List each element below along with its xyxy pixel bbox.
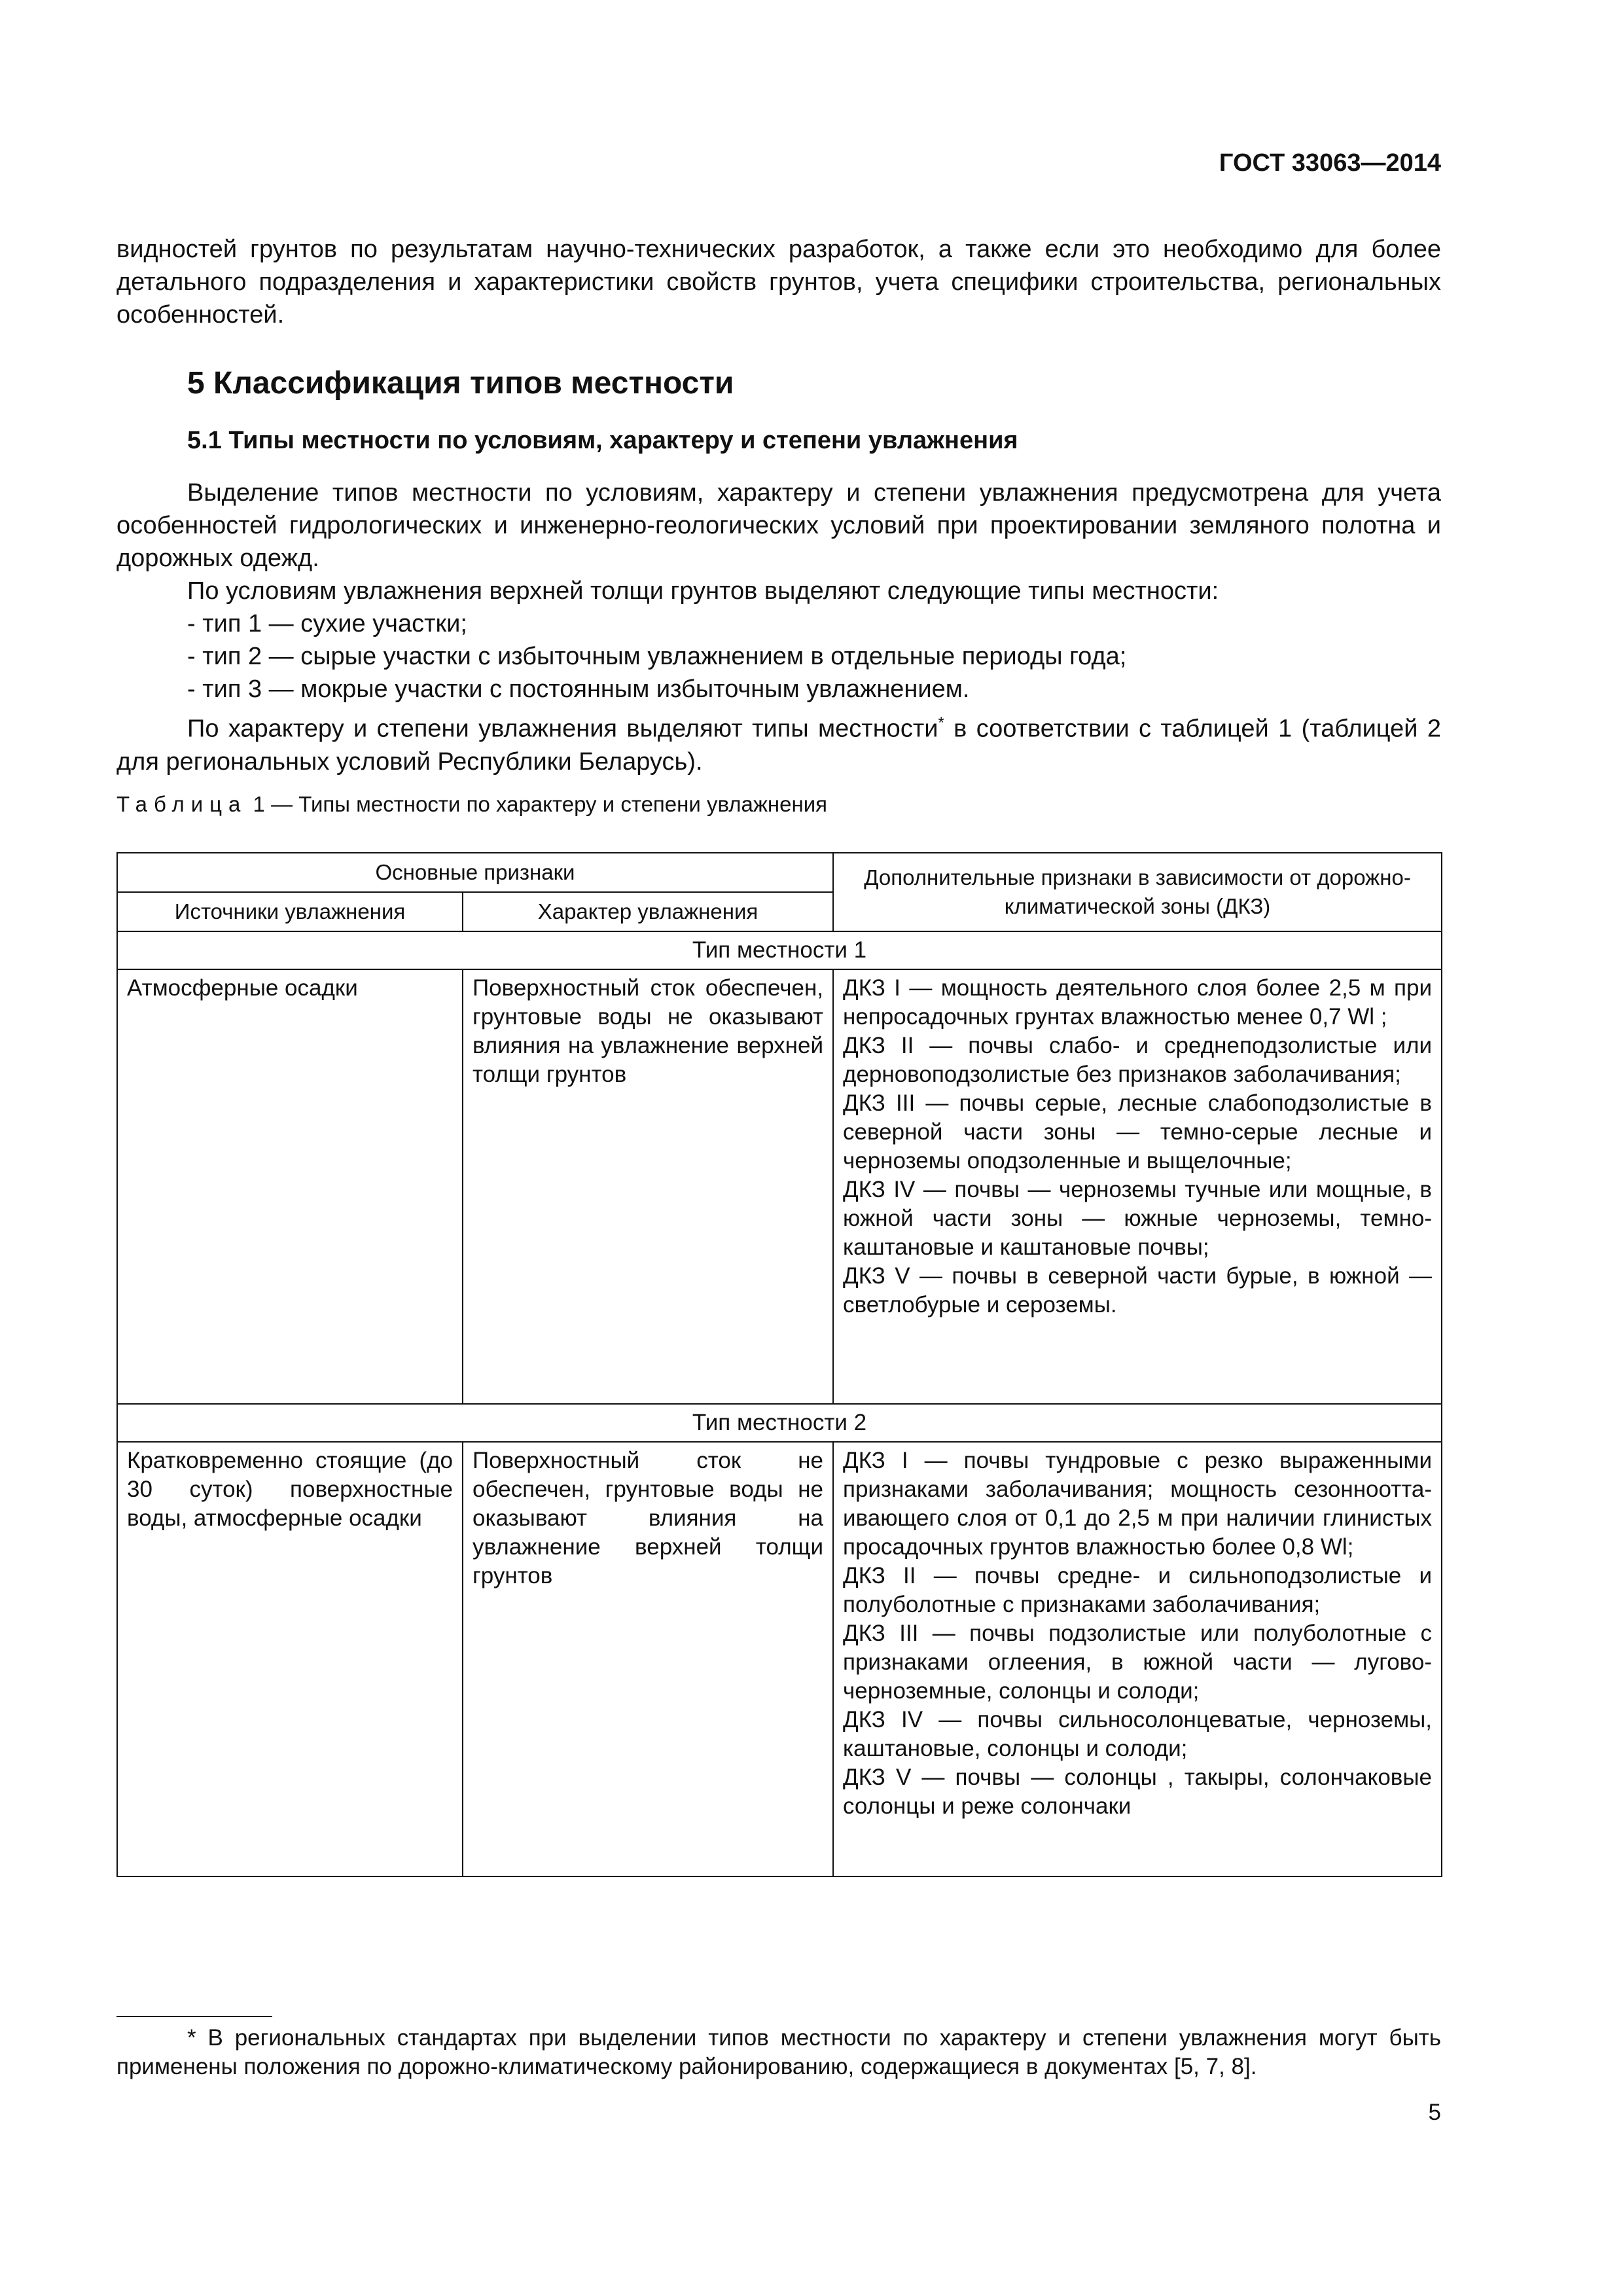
footnote-separator xyxy=(116,2016,272,2017)
type2-source: Кратковременно стоящие (до 30 суток) поверхностные воды, атмосферные осадки xyxy=(117,1442,463,1876)
list-item-type1: - тип 1 — сухие участки; xyxy=(187,610,467,637)
header-moisture-character: Характер увлажнения xyxy=(463,892,833,931)
page-number: 5 xyxy=(1428,2100,1441,2125)
list-item-type3: - тип 3 — мокрые участки с постоянным избыточным увлажнением. xyxy=(187,675,970,703)
paragraph-3 xyxy=(116,707,1441,778)
table-row-type1-label xyxy=(117,931,1442,969)
type1-dkz4: ДКЗ IV — почвы — черноземы тучные или мощные, в южной части зоны — южные черноземы, темно-каштановые и каштановые почвы; xyxy=(843,1177,1433,1260)
table-header-row xyxy=(117,853,1442,892)
paragraph-3-text-b: в соответствии с таблицей 1 (таблицей 2 для региональных условий Республики Беларусь). xyxy=(116,715,1442,776)
type1-dkz2: ДКЗ II — почвы слабо- и среднеподзолистые или дерновоподзолистые без признаков заболачивания; xyxy=(843,1033,1433,1087)
table-caption-label: Таблица xyxy=(116,792,247,816)
footnote-ref-mark: * xyxy=(938,714,944,732)
paragraph-1: Выделение типов местности по условиям, характеру и степени увлажнения предусмотрена для учета особенностей гидрологических и инженерно-геологических условий при проектировании земляного полотна и дорожных одежд. xyxy=(116,479,1441,572)
subsection-title: 5.1 Типы местности по условиям, характеру и степени увлажнения xyxy=(187,427,1018,454)
type1-source: Атмосферные осадки xyxy=(117,969,463,1404)
document-code: ГОСТ 33063—2014 xyxy=(1219,149,1441,177)
table-caption xyxy=(116,792,827,817)
type2-dkz4: ДКЗ IV — почвы сильносолонцеватые, черноземы, каштановые, солонцы и солоди; xyxy=(843,1707,1433,1761)
type2-additional xyxy=(833,1442,1442,1876)
type1-dkz5: ДКЗ V — почвы в северной части бурые, в южной — светлобурые и сероземы. xyxy=(843,1263,1433,1318)
footnote-text: В региональных стандартах при выделении типов местности по характеру и степени увлажнения могут быть применены положения по дорожно-климатическому районированию, содержащиеся в документах [5, 7, 8]. xyxy=(116,2025,1441,2079)
list-item-type2: - тип 2 — сырые участки с избыточным увлажнением в отдельные периоды года; xyxy=(187,643,1127,670)
footnote xyxy=(116,2024,1441,2081)
type2-character: Поверхностный сток не обеспечен, грунтовые воды не оказывают влияния на увлажнение верхней толщи грунтов xyxy=(463,1442,833,1876)
type2-dkz2: ДКЗ II — почвы средне- и сильноподзолистые и полуболотные с признаками заболачивания; xyxy=(843,1563,1433,1617)
type1-additional xyxy=(833,969,1442,1404)
header-moisture-sources: Источники увлажнения xyxy=(117,892,463,931)
table-row-type2 xyxy=(117,1442,1442,1876)
table-caption-text: 1 — Типы местности по характеру и степени увлажнения xyxy=(247,792,828,816)
footnote-mark: * xyxy=(187,2025,196,2051)
type2-dkz5: ДКЗ V — почвы — солонцы , такыры, солончаковые солонцы и реже солончаки xyxy=(843,1765,1433,1819)
type1-dkz1: ДКЗ I — мощность деятельного слоя более 2,5 м при непросадочных грунтах влажностью менее 0,7 Wl ; xyxy=(843,975,1433,1030)
paragraph-3-text-a: По характеру и степени увлажнения выделяют типы местности xyxy=(187,715,938,743)
type2-dkz3: ДКЗ III — почвы подзолистые или полуболотные с признаками оглеения, в южной части — лугово-черноземные, солонцы и солоди; xyxy=(843,1621,1433,1704)
type1-dkz3: ДКЗ III — почвы серые, лесные слабоподзолистые в северной части зоны — темно-серые лесные и черноземы оподзоленные и выщелочные; xyxy=(843,1090,1433,1174)
section-title: 5 Классификация типов местности xyxy=(187,366,734,401)
type1-label: Тип местности 1 xyxy=(117,931,1442,969)
paragraph-2: По условиям увлажнения верхней толщи грунтов выделяют следующие типы местности: xyxy=(187,577,1219,605)
header-main-features: Основные признаки xyxy=(117,853,833,892)
table-row-type1 xyxy=(117,969,1442,1404)
table-row-type2-label xyxy=(117,1404,1442,1442)
terrain-types-table xyxy=(116,852,1442,1877)
type1-character: Поверхностный сток обеспечен, грунтовые воды не оказывают влияния на увлажнение верхней толщи грунтов xyxy=(463,969,833,1404)
intro-continuation: видностей грунтов по результатам научно-технических разработок, а также если это необходимо для более детального подразделения и характеристики свойств грунтов, учета специфики строительства, региональных особенностей. xyxy=(116,236,1441,329)
header-additional-features: Дополнительные признаки в зависимости от дорожно-климатической зоны (ДКЗ) xyxy=(833,853,1442,931)
type2-dkz1: ДКЗ I — почвы тундровые с резко выраженными признаками заболачивания; мощность сезоннооттаивающего слоя от 0,1 до 2,5 м при наличии глинистых просадочных грунтов влажностью более 0,8 Wl; xyxy=(843,1448,1433,1560)
type2-label: Тип местности 2 xyxy=(117,1404,1442,1442)
